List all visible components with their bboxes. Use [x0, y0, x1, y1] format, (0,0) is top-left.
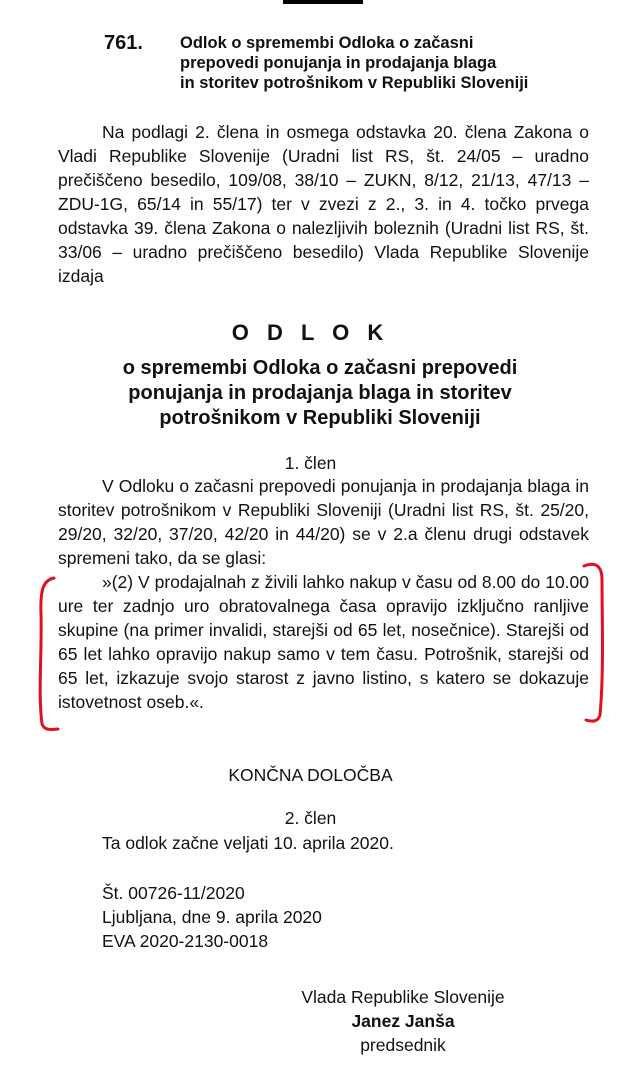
final-provision-heading: KONČNA DOLOČBA	[228, 765, 393, 785]
eva-code: EVA 2020-2130-0018	[102, 931, 269, 951]
act-heading-line: Odlok o spremembi Odloka o začasni	[180, 34, 474, 52]
act-heading	[180, 33, 610, 93]
decree-title: O D L O K	[231, 320, 390, 345]
reference-number: Št. 00726-11/2020	[102, 883, 245, 903]
preamble: Na podlagi 2. člena in osmega odstavka 20. člena Zakona o Vladi Republike Slovenije (Uradni list RS, št. 24/05 – uradno prečiščeno besedilo, 109/08, 38/10 – ZUKN, 8/12, 21/13, 47/13 – ZDU-1G, 65/14 in 55/17) ter v zvezi z 2., 3. in 4. točko prvega odstavka 39. člena Zakona o nalezljivih boleznih (Uradni list RS, št. 33/06 – uradno prečiščeno besedilo) Vlada Republike Slovenije izdaja	[58, 122, 589, 286]
right-bracket-annotation	[580, 560, 610, 730]
article-1-text: V Odloku o začasni prepovedi ponujanja in prodajanja blaga in storitev potrošnikom v Republiki Sloveniji (Uradni list RS, št. 25/20, 29/20, 32/20, 37/20, 42/20 in 44/20) se v 2.a členu drugi odstavek spremeni tako, da se glasi:	[58, 476, 589, 568]
article-1-quote: »(2) V prodajalnah z živili lahko nakup v času od 8.00 do 10.00 ure ter zadnjo uro obratovalnega časa opravijo izključno ranljive skupine (na primer invalidi, starejši od 65 let, nosečnice). Starejši od 65 let lahko opravijo nakup samo v tem času. Potrošnik, starejši od 65 let, izkazuje svojo starost z javno listino, s katero se dokazuje istovetnost oseb.«.	[58, 572, 589, 712]
signature-role: predsednik	[360, 1035, 446, 1055]
article-2-heading: 2. člen	[284, 808, 337, 828]
signature-institution: Vlada Republike Slovenije	[301, 987, 505, 1007]
place-date: Ljubljana, dne 9. aprila 2020	[102, 907, 322, 927]
article-2-text: Ta odlok začne veljati 10. aprila 2020.	[102, 833, 394, 853]
decree-subtitle-line: o spremembi Odloka o začasni prepovedi	[122, 357, 518, 379]
decree-subtitle	[60, 356, 580, 431]
article-1-heading: 1. člen	[284, 453, 337, 473]
decree-subtitle-line: potrošnikom v Republiki Sloveniji	[159, 407, 481, 429]
left-bracket-annotation	[36, 574, 66, 734]
act-heading-line: prepovedi ponujanja in prodajanja blaga	[180, 54, 497, 72]
act-number: 761.	[104, 32, 143, 54]
decree-subtitle-line: ponujanja in prodajanja blaga in storitev	[128, 382, 512, 404]
top-rule	[283, 0, 363, 4]
signature-name: Janez Janša	[351, 1011, 455, 1031]
act-heading-line: in storitev potrošnikom v Republiki Sloveniji	[180, 74, 529, 92]
